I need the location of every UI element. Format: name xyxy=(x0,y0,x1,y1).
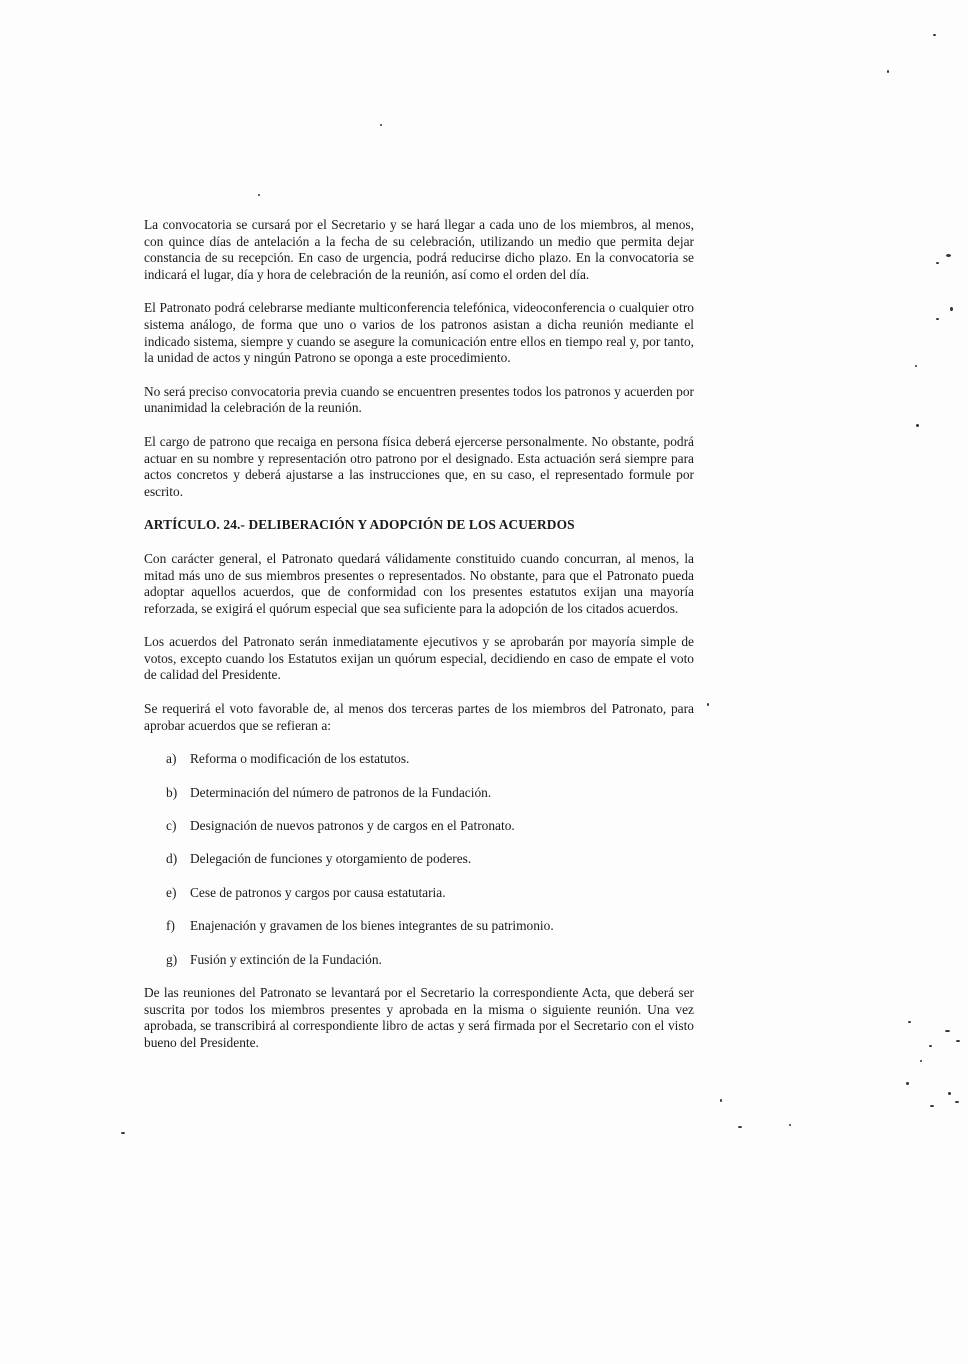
list-item-text: Determinación del número de patronos de la Fundación. xyxy=(190,784,492,800)
scan-speck xyxy=(915,365,917,367)
paragraph-sin-convocatoria: No será preciso convocatoria previa cuando se encuentren presentes todos los patronos y acuerden por unanimidad la celebración de la reunión. xyxy=(144,383,694,416)
list-item-text: Designación de nuevos patronos y de cargos en el Patronato. xyxy=(190,818,515,834)
scan-speck xyxy=(948,1092,951,1095)
scan-speck xyxy=(946,254,951,257)
list-marker: g) xyxy=(166,951,178,967)
list-item-text: Enajenación y gravamen de los bienes integrantes de su patrimonio. xyxy=(190,918,554,934)
scan-speck xyxy=(936,318,939,320)
list-item-text: Reforma o modificación de los estatutos. xyxy=(190,751,410,767)
list-marker: e) xyxy=(166,884,177,900)
scan-speck xyxy=(789,1124,791,1126)
scan-speck xyxy=(929,1045,932,1047)
paragraph-multiconferencia: El Patronato podrá celebrarse mediante multiconferencia telefónica, videoconferencia o cualquier otro sistema análogo, de forma que uno o varios de los patronos asistan a dicha reunión mediante el indicado sistema, siempre y cuando se asegure la comunicación entre ellos en tiempo real y, por tanto, la unidad de actos y ningún Patrono se oponga a este procedimiento. xyxy=(144,300,694,366)
list-marker: f) xyxy=(166,918,175,934)
scan-speck xyxy=(936,262,939,264)
scan-speck xyxy=(933,34,936,36)
scan-speck xyxy=(916,424,919,427)
list-item xyxy=(144,851,694,868)
scan-speck xyxy=(956,1040,960,1042)
paragraph-cargo-patrono: El cargo de patrono que recaiga en persona física deberá ejercerse personalmente. No obstante, podrá actuar en su nombre y representación otro patrono por el designado. Esta actuación será siempre para actos concretos y deberá ajustarse a las instrucciones que, en su caso, el representado formule por escrito. xyxy=(144,433,694,499)
paragraph-voto-favorable: Se requerirá el voto favorable de, al menos dos terceras partes de los miembros del Patronato, para aprobar acuerdos que se refieran a: xyxy=(144,701,694,733)
article-24-heading: ARTÍCULO. 24.- DELIBERACIÓN Y ADOPCIÓN DE LOS ACUERDOS xyxy=(144,517,575,533)
acuerdos-list xyxy=(144,751,694,968)
scan-speck xyxy=(920,1060,922,1062)
list-item xyxy=(144,885,694,902)
scan-speck xyxy=(945,1030,950,1032)
paragraph-convocatoria: La convocatoria se cursará por el Secretario y se hará llegar a cada uno de los miembros, al menos, con quince días de antelación a la fecha de su celebración, utilizando un medio que permita dejar constancia de su recepción. En caso de urgencia, podrá reducirse dicho plazo. En la convocatoria se indicará el lugar, día y hora de celebración de la reunión, así como el orden del día. xyxy=(144,217,694,282)
list-marker: b) xyxy=(166,784,178,800)
list-item xyxy=(144,818,694,835)
scan-speck xyxy=(121,1132,125,1134)
paragraph-acuerdos-ejecutivos: Los acuerdos del Patronato serán inmediatamente ejecutivos y se aprobarán por mayoría simple de votos, excepto cuando los Estatutos exijan un quórum especial, decidiendo en caso de empate el voto de calidad del Presidente. xyxy=(144,634,694,683)
scan-speck xyxy=(258,194,260,196)
document-body xyxy=(144,217,694,1069)
paragraph-quorum: Con carácter general, el Patronato quedará válidamente constituido cuando concurran, al menos, la mitad más uno de sus miembros presentes o representados. No obstante, para que el Patronato pueda adoptar aquellos acuerdos, que de conformidad con los presentes estatutos exijan una mayoría reforzada, se exigirá el quórum especial que sea suficiente para la adopción de los citados acuerdos. xyxy=(144,550,694,616)
scan-speck xyxy=(906,1082,909,1085)
scan-speck xyxy=(930,1105,934,1107)
list-item-text: Delegación de funciones y otorgamiento de poderes. xyxy=(190,851,472,867)
list-item xyxy=(144,785,694,802)
scan-speck xyxy=(908,1021,911,1023)
scan-speck xyxy=(955,1101,959,1103)
list-item-text: Cese de patronos y cargos por causa estatutaria. xyxy=(190,884,446,900)
list-marker: a) xyxy=(166,751,177,767)
scan-speck xyxy=(707,703,709,706)
scan-speck xyxy=(738,1126,742,1128)
list-item xyxy=(144,751,694,768)
scan-speck xyxy=(950,307,953,311)
list-item-text: Fusión y extinción de la Fundación. xyxy=(190,951,382,967)
scan-speck xyxy=(720,1099,722,1102)
list-item xyxy=(144,918,694,935)
list-marker: c) xyxy=(166,818,177,834)
scan-speck xyxy=(887,70,889,73)
scan-speck xyxy=(380,124,382,126)
paragraph-acta: De las reuniones del Patronato se levantará por el Secretario la correspondiente Acta, que deberá ser suscrita por todos los miembros presentes y aprobada en la misma o siguiente reunión. Una vez aprobada, se transcribirá al correspondiente libro de actas y será firmada por el Secretario con el visto bueno del Presidente. xyxy=(144,985,694,1050)
list-item xyxy=(144,952,694,969)
list-marker: d) xyxy=(166,851,178,867)
